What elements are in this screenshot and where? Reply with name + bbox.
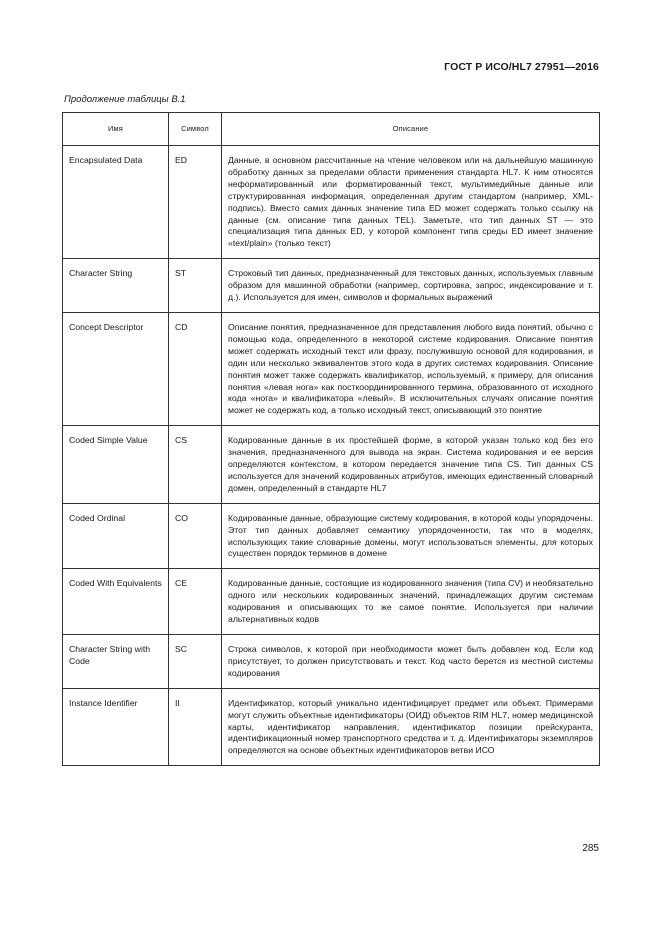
table-row <box>63 635 600 689</box>
row-description: Строковый тип данных, предназначенный для текстовых данных, используемых главным образом для машинной обработки (например, сортировка, запрос, индексирование и т. д.). Используется для имен, символов и формальных выражений <box>222 259 600 313</box>
row-symbol: II <box>169 688 222 766</box>
row-description: Кодированные данные, образующие систему кодирования, в которой коды упорядочены. Этот тип данных добавляет семантику упорядоченности, так что в моделях, использующих такие словарные домены, могут использоваться элементы, для которых существен порядок терминов в домене <box>222 503 600 569</box>
column-header-symbol: Символ <box>169 113 222 146</box>
row-name: Instance Identifier <box>63 688 169 766</box>
row-description: Строка символов, к которой при необходимости может быть добавлен код. Если код присутствует, то должен присутствовать и текст. Код часто берется из местной системы кодирования <box>222 635 600 689</box>
row-description: Данные, в основном рассчитанные на чтение человеком или на дальнейшую машинную обработку данных за пределами области применения стандарта HL7. К ним относятся неформатированный или форматированный текст, мультимедийные данные или структурированная информация, определенная другим стандартом (например, XML-подпись). Вместо самих данных значение типа ED может содержать только ссылку на данные (см. описание типа данных TEL). Заметьте, что тип данных ST — это специализация типа данных ED, у которой компонент типа среды ED имеет значение «text/plain» (только текст) <box>222 146 600 259</box>
data-types-table <box>62 112 600 766</box>
column-header-name: Имя <box>63 113 169 146</box>
row-symbol: ED <box>169 146 222 259</box>
table-header-row <box>63 113 600 146</box>
table-row <box>63 688 600 766</box>
row-symbol: CD <box>169 312 222 425</box>
row-description: Описание понятия, предназначенное для представления любого вида понятий, обычно с помощью кода, определенного в некоторой системе кодирования. Описание понятия может содержать исходный текст или фразу, послужившую основой для кодирования, и один или несколько эквивалентов этого кода в других системах кодирования. Описание понятия может также содержать квалификатор, используемый, к примеру, для описания понятия «левая нога» как посткоординированного термина, образованного от исходного кода «нога» и квалификатора «левый». В исключительных случаях описание понятия может не содержать код, а только исходный текст, описывающий это понятие <box>222 312 600 425</box>
row-description: Кодированные данные в их простейшей форме, в которой указан только код без его значения, предназначенного для вывода на экран. Система кодирования и ее версия определяются контекстом, в котором передается значение типа CS. Тип данных CS используется для значений кодированных атрибутов, имеющих единственный словарный домен, определенный в стандарте HL7 <box>222 426 600 504</box>
row-symbol: ST <box>169 259 222 313</box>
row-symbol: CO <box>169 503 222 569</box>
row-symbol: CE <box>169 569 222 635</box>
row-name: Concept Descriptor <box>63 312 169 425</box>
column-header-description: Описание <box>222 113 600 146</box>
page-number: 285 <box>582 843 599 854</box>
table-row <box>63 503 600 569</box>
row-name: Character String with Code <box>63 635 169 689</box>
table-row <box>63 426 600 504</box>
row-name: Character String <box>63 259 169 313</box>
row-symbol: SC <box>169 635 222 689</box>
row-description: Кодированные данные, состоящие из кодированного значения (типа CV) и необязательно одного или нескольких кодированных значений, принадлежащих другим системам кодирования и описывающих то же самое понятие. Используется при наличии альтернативных кодов <box>222 569 600 635</box>
row-name: Encapsulated Data <box>63 146 169 259</box>
document-header: ГОСТ Р ИСО/HL7 27951—2016 <box>444 61 599 73</box>
table-row <box>63 569 600 635</box>
table-row <box>63 312 600 425</box>
table-row <box>63 146 600 259</box>
table-row <box>63 259 600 313</box>
row-description: Идентификатор, который уникально идентифицирует предмет или объект. Примерами могут служить объектные идентификаторы (ОИД) объектов RIM HL7, номер медицинской карты, идентификатор направления, идентификатор позиции прейскуранта, идентификационный номер транспортного средства и т. д. Идентификаторы экземпляров определяются на основе объектных идентификаторов ветви ИСО <box>222 688 600 766</box>
table-caption: Продолжение таблицы В.1 <box>64 94 186 105</box>
row-name: Coded With Equivalents <box>63 569 169 635</box>
row-name: Coded Ordinal <box>63 503 169 569</box>
row-symbol: CS <box>169 426 222 504</box>
row-name: Coded Simple Value <box>63 426 169 504</box>
